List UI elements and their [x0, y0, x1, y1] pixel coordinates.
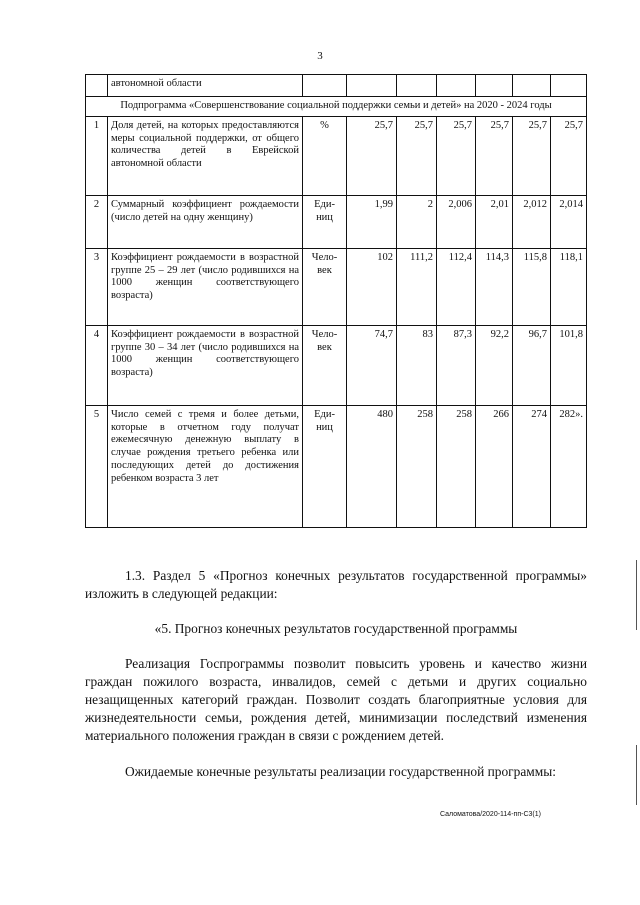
subprogram-title: Подпрограмма «Совершенствование социальной поддержки семьи и детей» на 2020 - 2024 годы	[86, 97, 587, 117]
indicators-table	[85, 74, 587, 528]
table-row	[86, 116, 587, 195]
value-cell: 114,3	[476, 248, 513, 325]
table-row-continuation	[86, 75, 587, 97]
row-number: 2	[86, 195, 108, 248]
scan-edge-mark	[636, 745, 637, 805]
table-row	[86, 195, 587, 248]
indicator-name: Коэффициент рождаемости в возрастной группе 25 – 29 лет (число родившихся на 1000 женщин соответствующего возраста)	[108, 248, 303, 325]
value-cell: 25,7	[513, 116, 551, 195]
value-cell: 25,7	[397, 116, 437, 195]
value-cell: 111,2	[397, 248, 437, 325]
value-cell: 274	[513, 405, 551, 527]
indicator-name: Число семей с тремя и более детьми, которые в отчетном году получат ежемесячную денежную выплату в случае рождения третьего ребенка или последующих детей до достижения ребенком возраста 3 лет	[108, 405, 303, 527]
value-cell: 25,7	[476, 116, 513, 195]
value-cell: 282».	[551, 405, 587, 527]
value-cell: 1,99	[347, 195, 397, 248]
amendment-paragraph: 1.3. Раздел 5 «Прогноз конечных результатов государственной программы» изложить в следующей редакции:	[85, 568, 587, 601]
value-cell: 2,01	[476, 195, 513, 248]
value-cell: 258	[397, 405, 437, 527]
row-number: 4	[86, 325, 108, 405]
value-cell: 112,4	[437, 248, 476, 325]
unit-cell: Чело- век	[303, 248, 347, 325]
value-cell: 25,7	[437, 116, 476, 195]
row-number: 3	[86, 248, 108, 325]
table-cell	[303, 75, 347, 97]
value-cell: 92,2	[476, 325, 513, 405]
value-cell: 25,7	[347, 116, 397, 195]
indicator-name: Доля детей, на которых предоставляются меры социальной поддержки, от общего количества детей в Еврейской автономной области	[108, 116, 303, 195]
indicator-name: Коэффициент рождаемости в возрастной группе 30 – 34 лет (число родившихся на 1000 женщин соответствующего возраста)	[108, 325, 303, 405]
value-cell: 2	[397, 195, 437, 248]
scan-edge-mark	[636, 560, 637, 630]
value-cell: 96,7	[513, 325, 551, 405]
table-cell	[86, 75, 108, 97]
value-cell: 2,006	[437, 195, 476, 248]
value-cell: 102	[347, 248, 397, 325]
table-cell	[551, 75, 587, 97]
table-row	[86, 325, 587, 405]
value-cell: 2,014	[551, 195, 587, 248]
unit-cell: Еди- ниц	[303, 405, 347, 527]
value-cell: 25,7	[551, 116, 587, 195]
indicator-name: автономной области	[108, 75, 303, 97]
value-cell: 266	[476, 405, 513, 527]
expected-results-paragraph: Ожидаемые конечные результаты реализации государственной программы:	[125, 764, 556, 779]
subprogram-header-row	[86, 97, 587, 117]
row-number: 1	[86, 116, 108, 195]
value-cell: 115,8	[513, 248, 551, 325]
table-cell	[347, 75, 397, 97]
page-number: 3	[317, 50, 323, 62]
value-cell: 87,3	[437, 325, 476, 405]
value-cell: 2,012	[513, 195, 551, 248]
value-cell: 74,7	[347, 325, 397, 405]
indicator-name: Суммарный коэффициент рождаемости (число детей на одну женщину)	[108, 195, 303, 248]
table-row	[86, 248, 587, 325]
table-row	[86, 405, 587, 527]
unit-cell: Чело- век	[303, 325, 347, 405]
value-cell: 118,1	[551, 248, 587, 325]
value-cell: 258	[437, 405, 476, 527]
unit-cell: %	[303, 116, 347, 195]
body-paragraph: Реализация Госпрограммы позволит повысить уровень и качество жизни граждан пожилого возраста, инвалидов, семей с детьми и других социально незащищенных категорий граждан. Позволит создать благоприятные условия для жизнедеятельности семьи, рождения детей, минимизации последствий изменения материального положения граждан в связи с рождением детей.	[85, 656, 587, 743]
value-cell: 83	[397, 325, 437, 405]
row-number: 5	[86, 405, 108, 527]
table-cell	[513, 75, 551, 97]
unit-cell: Еди- ниц	[303, 195, 347, 248]
value-cell: 101,8	[551, 325, 587, 405]
value-cell: 480	[347, 405, 397, 527]
table-cell	[397, 75, 437, 97]
table-cell	[437, 75, 476, 97]
table-cell	[476, 75, 513, 97]
document-code: Саломатова/2020-114-пп-С3(1)	[440, 811, 541, 818]
section-title: «5. Прогноз конечных результатов государственной программы	[154, 621, 518, 636]
